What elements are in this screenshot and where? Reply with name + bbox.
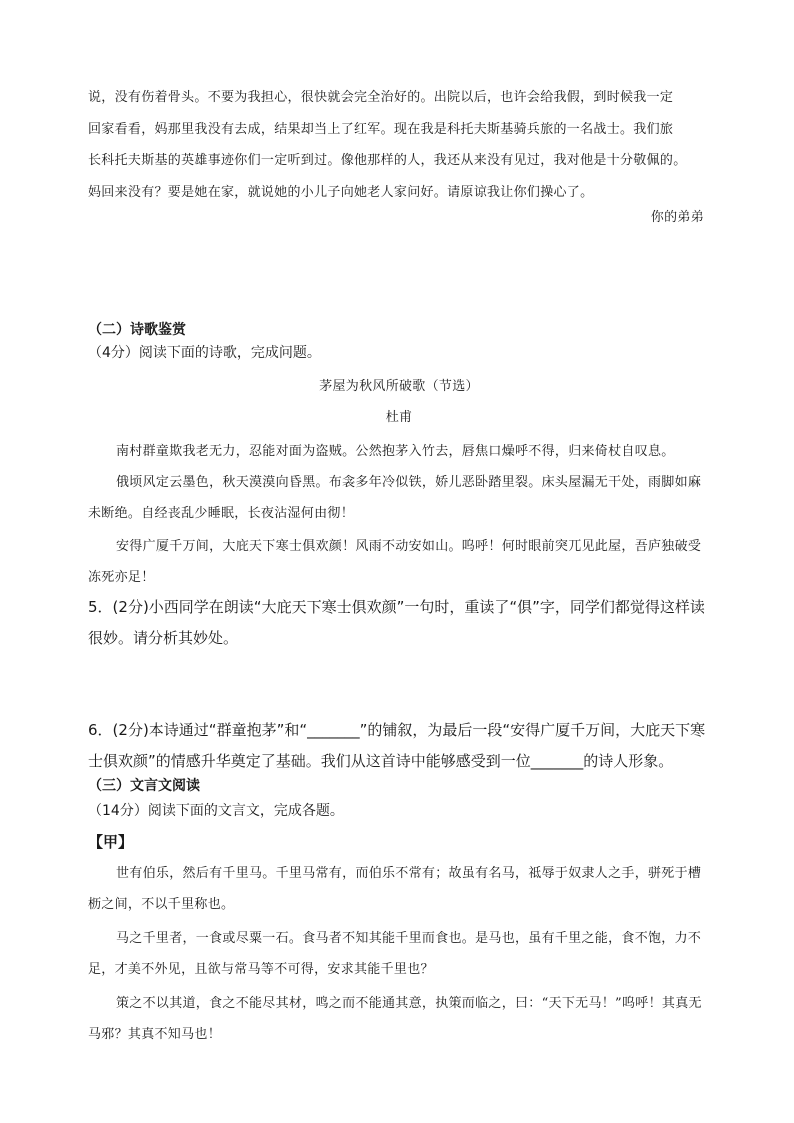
poem-stanza: 南村群童欺我老无力，忍能对面为盗贼。公然抱茅入竹去，唇焦口燥呼不得，归来倚杖自叹息。 (116, 444, 675, 459)
poem-stanza: 安得广厦千万间，大庇天下寒士俱欢颜！风雨不动安如山。呜呼！何时眼前突兀见此屋，吾庐独破受冻死亦足！ (88, 539, 702, 585)
poetry-instruction: （4分）阅读下面的诗歌，完成问题。 (88, 345, 321, 361)
classical-paragraph: 马之千里者，一食或尽粟一石。食马者不知其能千里而食也。是马也，虽有千里之能，食不饱，力不足，才美不外见，且欲与常马等不可得，安求其能千里也？ (88, 931, 702, 977)
classical-paragraph: 策之不以其道，食之不能尽其材，鸣之而不能通其意，执策而临之，曰：“天下无马！”呜呼！其真无马邪？其真不知马也！ (88, 996, 702, 1042)
classical-body (88, 858, 710, 1050)
poem-stanza: 俄顷风定云墨色，秋天漠漠向昏黑。布衾多年冷似铁，娇儿恶卧踏里裂。床头屋漏无干处，雨脚如麻未断绝。自经丧乱少睡眠，长夜沾湿何由彻！ (88, 475, 702, 521)
text-label-jia: 【甲】 (88, 833, 134, 851)
question-5: 5．(2分)小西同学在朗读“大庇天下寒士俱欢颜”一句时，重读了“俱”字，同学们都觉得这样读很妙。请分析其妙处。 (88, 598, 705, 647)
letter-body (88, 82, 710, 208)
section-heading-classical: （三）文言文阅读 (88, 778, 200, 794)
letter-line: 回家看看，妈那里我没有去成，结果却当上了红军。现在我是科托夫斯基骑兵旅的一名战士。我们旅 (88, 121, 674, 137)
classical-instruction: （14分）阅读下面的文言文，完成各题。 (88, 803, 344, 819)
poem-body (88, 436, 710, 593)
question-6: 6．(2分)本诗通过“群童抱茅”和“_______”的铺叙，为最后一段“安得广厦千万间，大庇天下寒士俱欢颜”的情感升华奠定了基础。我们从这首诗中能够感受到一位_______的诗人形象。 (88, 721, 706, 770)
classical-paragraph: 世有伯乐，然后有千里马。千里马常有，而伯乐不常有；故虽有名马，祗辱于奴隶人之手，骈死于槽枥之间，不以千里称也。 (88, 866, 702, 912)
section-heading-poetry: （二）诗歌鉴赏 (88, 322, 186, 338)
letter-line: 说，没有伤着骨头。不要为我担心，很快就会完全治好的。出院以后，也许会给我假，到时候我一定 (88, 90, 674, 105)
poem-author: 杜甫 (385, 410, 413, 425)
poem-title: 茅屋为秋风所破歌（节选） (319, 379, 479, 394)
letter-line: 长科托夫斯基的英雄事迹你们一定听到过。像他那样的人，我还从来没有见过，我对他是十分敬佩的。 (88, 153, 687, 168)
letter-line: 妈回来没有？要是她在家，就说她的小儿子向她老人家问好。请原谅我让你们操心了。 (88, 184, 594, 200)
letter-signature: 你的弟弟 (650, 210, 704, 225)
